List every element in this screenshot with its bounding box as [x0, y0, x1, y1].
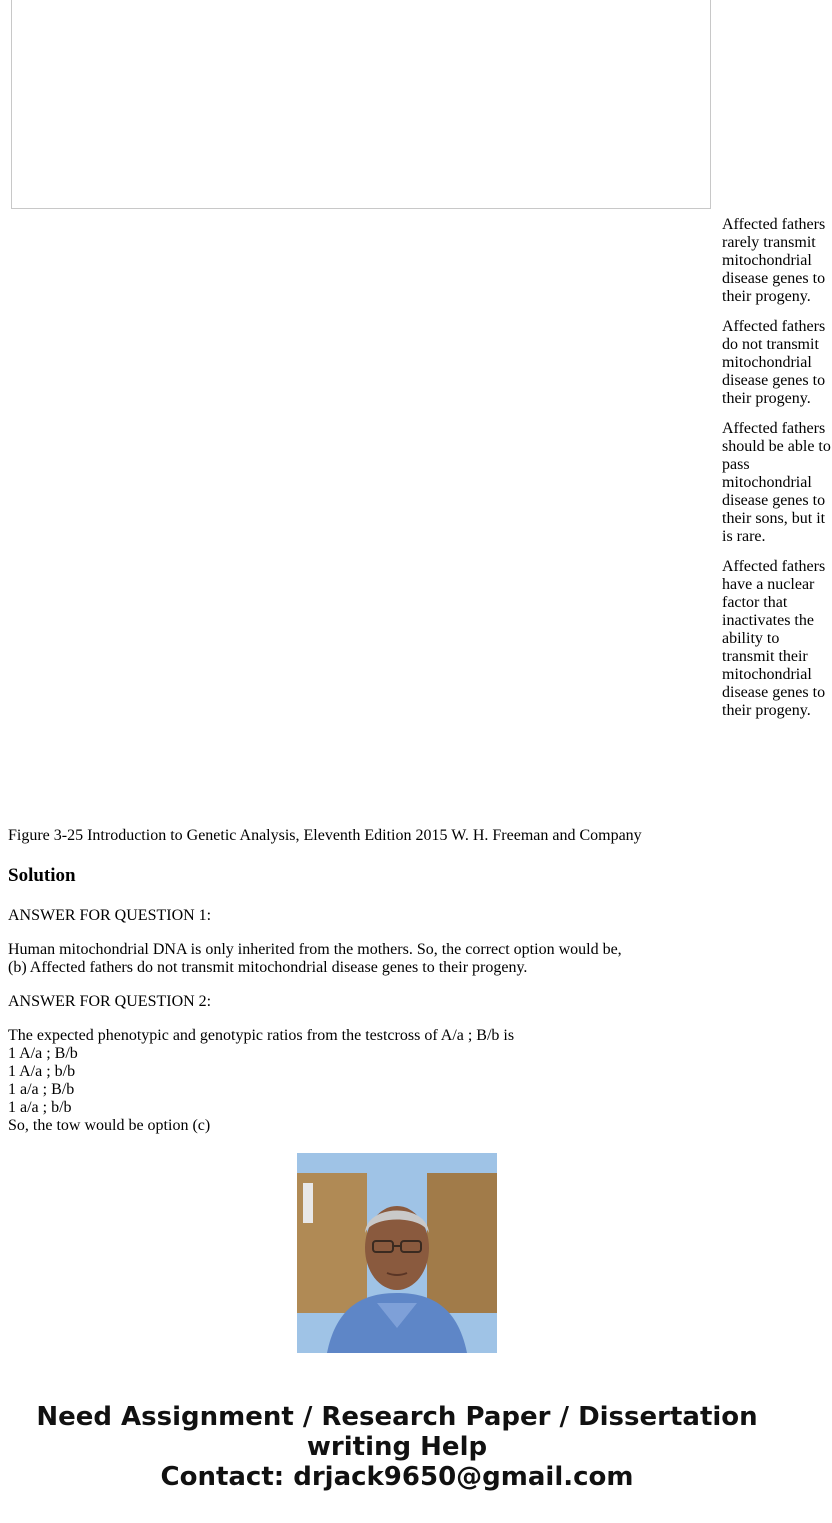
option-b[interactable]: Affected fathers do not transmit mitochondrial disease genes to their progeny. [722, 318, 826, 407]
content-column [8, 827, 788, 1151]
q2-ratio-2: 1 A/a ; b/b [8, 1063, 76, 1080]
solution-preview-area [0, 827, 794, 1134]
solution-heading: Solution [8, 865, 76, 886]
figure-image-frame [11, 0, 711, 209]
q1-answer-line-2: (b) Affected fathers do not transmit mitochondrial disease genes to their progeny. [8, 959, 528, 976]
author-avatar [297, 1153, 497, 1353]
answer-options-column [722, 216, 831, 732]
promo-footer [0, 1402, 794, 1492]
option-a[interactable]: Affected fathers rarely transmit mitochondrial disease genes to their progeny. [722, 216, 826, 305]
q2-ratio-4: 1 a/a ; b/b [8, 1099, 72, 1116]
promo-contact[interactable]: Contact: drjack9650@gmail.com [160, 1462, 634, 1492]
option-d[interactable]: Affected fathers have a nuclear factor that inactivates the ability to transmit their mitochondrial disease genes to their progeny. [722, 558, 826, 719]
q1-answer-line-1: Human mitochondrial DNA is only inherited from the mothers. So, the correct option would be, [8, 941, 622, 958]
q2-ratio-3: 1 a/a ; B/b [8, 1081, 75, 1098]
q2-title: ANSWER FOR QUESTION 2: [8, 993, 212, 1010]
q1-title: ANSWER FOR QUESTION 1: [8, 907, 212, 924]
q1-answer [8, 941, 788, 977]
q2-conclusion: So, the tow would be option (c) [8, 1117, 211, 1134]
q2-intro: The expected phenotypic and genotypic ratios from the testcross of A/a ; B/b is [8, 1027, 515, 1044]
q2-answer [8, 1027, 788, 1135]
promo-line-2: writing Help [306, 1432, 488, 1462]
q2-ratio-1: 1 A/a ; B/b [8, 1045, 78, 1062]
figure-caption: Figure 3-25 Introduction to Genetic Analysis, Eleventh Edition 2015 W. H. Freeman and Company [8, 827, 642, 844]
avatar-portrait-icon [297, 1153, 497, 1353]
promo-line-1: Need Assignment / Research Paper / Dissertation [36, 1402, 758, 1432]
option-c[interactable]: Affected fathers should be able to pass mitochondrial disease genes to their sons, but it is rare. [722, 420, 831, 545]
